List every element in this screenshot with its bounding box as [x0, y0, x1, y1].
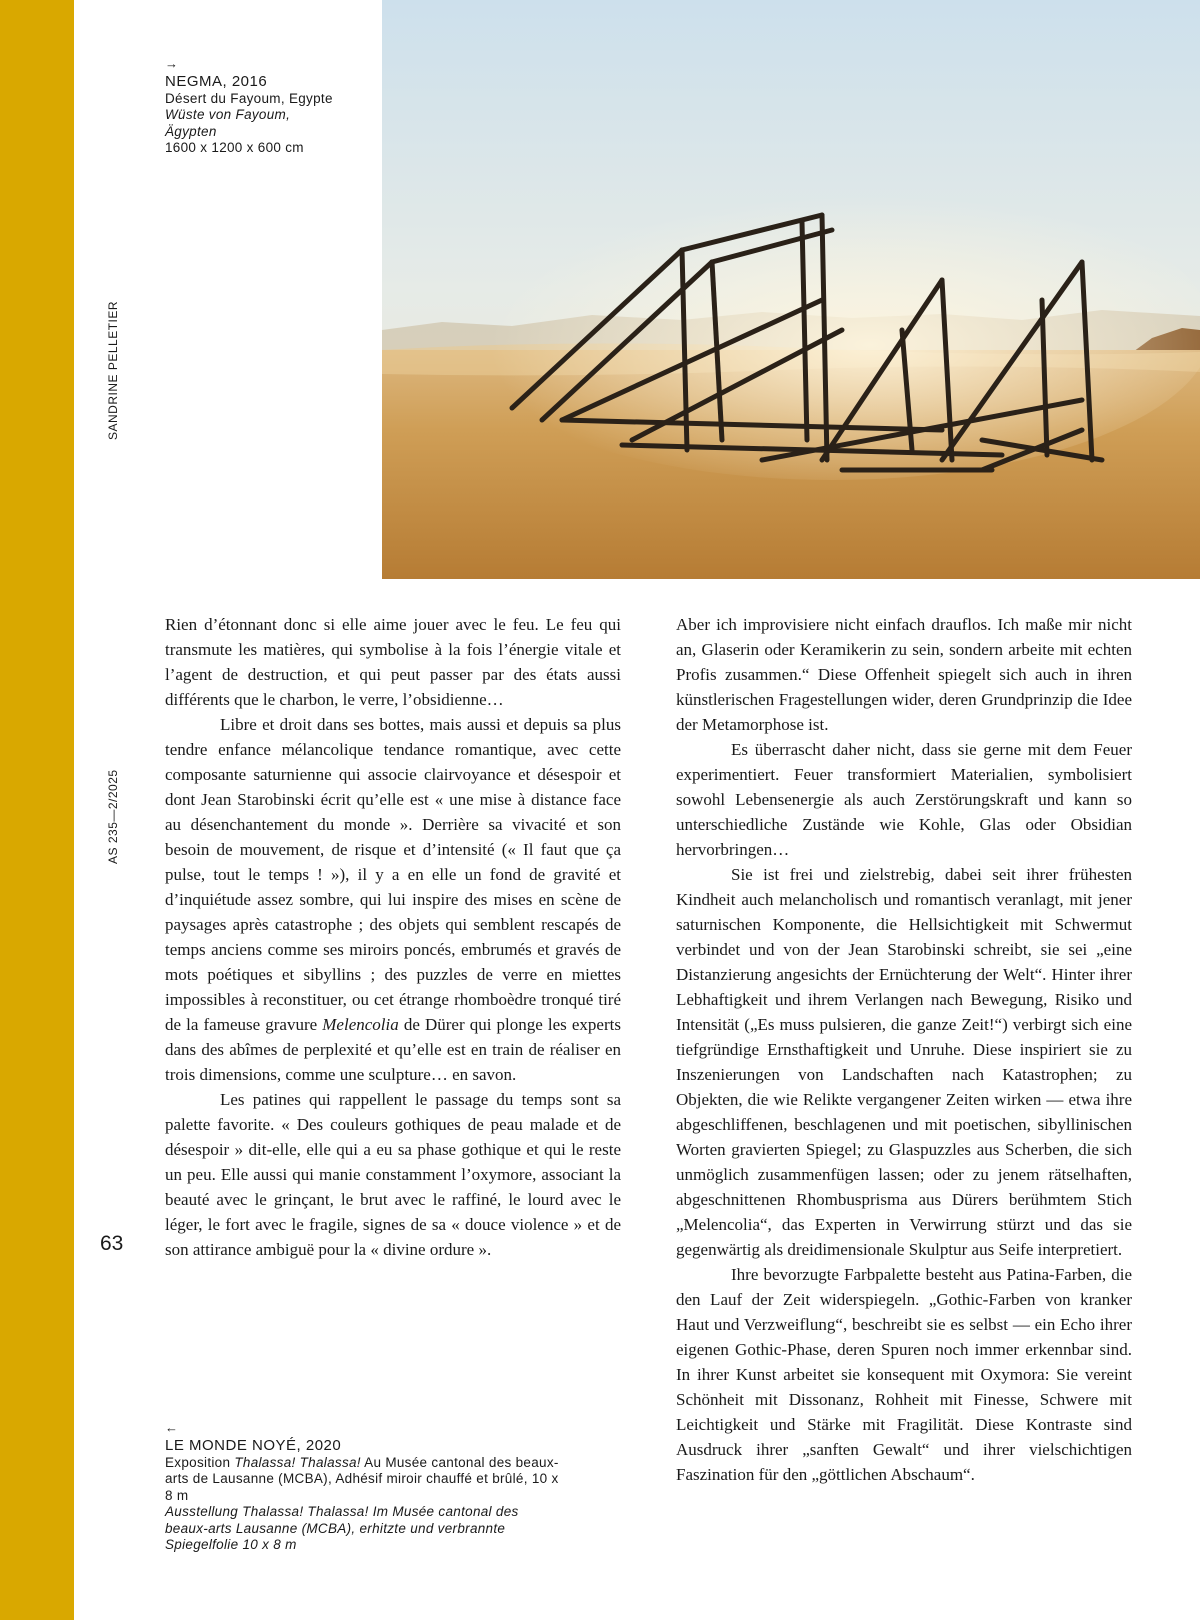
running-author-name: SANDRINE PELLETIER — [106, 300, 120, 440]
desert-installation-image — [382, 0, 1200, 579]
caption-location-fr: Désert du Fayoum, Egypte — [165, 90, 333, 106]
caption-title: LE MONDE NOYÉ, 2020 — [165, 1436, 342, 1454]
caption-french-a: Exposition — [165, 1454, 235, 1470]
photo-negma-desert — [382, 0, 1200, 579]
page-number: 63 — [100, 1232, 124, 1255]
running-issue-number: AS 235—2/2025 — [106, 769, 120, 864]
paragraph-de-1: Aber ich improvisiere nicht einfach drauflos. Ich maße mir nicht an, Glaserin oder Keramikerin zu sein, sondern arbeite mit echten Profis zusammen.“ Diese Offenheit spiegelt sich auch in ihren künstlerischen Fragestellungen wider, deren Grundprinzip die Idee der Metamorphose ist. — [676, 615, 1132, 734]
caption-dimensions: 1600 x 1200 x 600 cm — [165, 140, 304, 155]
paragraph-fr-2 — [165, 712, 621, 1087]
paragraph-de-3: Sie ist frei und zielstrebig, dabei seit ihrer frühesten Kindheit auch melancholisch und romantisch veranlagt, mit jener saturnischen Komponente, die Hellsichtigkeit mit Schwermut verbindet und von der Jean Starobinski schreibt, sie sei „eine Distanzierung angesichts der Ernüchterung der Welt“. Hinter ihrer Lebhaftigkeit und ihrem Verlangen nach Bewegung, Risiko und Intensität („Es muss pulsieren, die ganze Zeit!“) verbirgt sich eine tiefgründige Ernsthaftigkeit und Unruhe. Diese inspiriert sie zu Inszenierungen von Landschaften nach Katastrophen; zu Objekten, die wie Relikte vergangener Zeiten wirken — etwa ihre abgeschliffenen, beschlagenen und mit poetischen, sibyllinischen Worten gravierten Spiegel; zu Glaspuzzles aus Scherben, die sich unmöglich zusammenfügen lassen; oder zu jenem rätselhaften, abgeschnittenen Rhombusprisma aus Dürers berühmtem Stich „Melencolia“, das Experten in Verwirrung stürzt und das sie gegenwärtig als dreidimensionale Skulptur aus Seife interpretiert. — [676, 865, 1132, 1259]
photo-caption-le-monde-noye — [165, 1420, 565, 1554]
caption-french-c: Au Musée cantonal des beaux-arts de Lausanne (MCBA), Adhésif miroir chauffé et brûlé, 10 x 8 m — [165, 1454, 559, 1503]
paragraph-fr-1: Rien d’étonnant donc si elle aime jouer avec le feu. Le feu qui transmute les matières, qui symbolise à la fois l’énergie vitale et l’agent de destruction, et qui peut passer par des états aussi différents que le charbon, le verre, l’obsidienne… — [165, 615, 621, 709]
artwork-title-melencolia: Melencolia — [322, 1015, 399, 1034]
caption-title: NEGMA, 2016 — [165, 72, 268, 90]
yellow-margin-bar — [0, 0, 74, 1620]
paragraph-fr-2-a: Libre et droit dans ses bottes, mais aussi et depuis sa plus tendre enfance mélancolique tendance romantique, avec cette composante saturnienne qui associe clairvoyance et désespoir et dont Jean Starobinski écrit qu’elle est « une mise à distance face au désenchantement du monde ». Derrière sa vivacité et son besoin de mouvement, de risque et d’intensité (« Il faut que ça pulse, tout le temps ! »), il y a en elle un fond de gravité et d’inquiétude assez sombre, qui lui inspire des mises en scène de paysages après catastrophe ; des objets qui semblent rescapés de temps anciens comme ses miroirs poncés, embrumés et gravés de mots poétiques et sibyllins ; des puzzles de verre en miettes impossibles à reconstituer, ou cet étrange rhomboèdre tronqué tiré de la fameuse gravure — [165, 715, 621, 1034]
exhibition-title: Thalassa! Thalassa! — [234, 1454, 361, 1470]
article-column-french — [165, 612, 621, 1262]
arrow-right-icon: → — [165, 56, 179, 71]
article-column-german — [676, 612, 1132, 1487]
caption-german: Ausstellung Thalassa! Thalassa! Im Musée cantonal des beaux-arts Lausanne (MCBA), erhitzte und verbrannte Spiegelfolie 10 x 8 m — [165, 1504, 519, 1552]
paragraph-fr-3: Les patines qui rappellent le passage du temps sont sa palette favorite. « Des couleurs gothiques de peau malade et de désespoir » dit-elle, elle qui a eu sa phase gothique et qui le reste un peu. Elle aussi qui manie constamment l’oxymore, associant la beauté avec le grinçant, le brut avec le raffiné, le lourd avec le léger, le fort avec le fragile, signes de sa « douce violence » et de son attirance ambiguë pour la « divine ordure ». — [165, 1090, 621, 1259]
caption-location-de-1: Wüste von Fayoum, — [165, 107, 291, 122]
paragraph-fr-2-b: de Dürer qui plonge les experts dans des abîmes de perplexité et qu’elle est en train de réaliser en trois dimensions, comme une sculpture… en savon. — [165, 1015, 621, 1084]
caption-french — [165, 1455, 565, 1505]
paragraph-de-2: Es überrascht daher nicht, dass sie gerne mit dem Feuer experimentiert. Feuer transformiert Materialien, symbolisiert sowohl Lebensenergie als auch Zerstörungskraft und kann so unterschiedliche Zustände wie Kohle, Glas oder Obsidian hervorbringen… — [676, 740, 1132, 859]
paragraph-de-4: Ihre bevorzugte Farbpalette besteht aus Patina-Farben, die den Lauf der Zeit widerspiegeln. „Gothic-Farben von kranker Haut und Verzweiflung“, beschreibt sie es selbst — ein Echo ihrer eigenen Gothic-Phase, deren Spuren noch immer erkennbar sind. In ihrer Kunst arbeitet sie konsequent mit Oxymora: Sie vereint Schönheit mit Dissonanz, Rohheit mit Finesse, Schwere mit Leichtigkeit und Stärke mit Fragilität. Diese Kontraste sind Ausdruck ihrer „sanften Gewalt“ und ihrer vielschichtigen Faszination für den „göttlichen Abschaum“. — [676, 1265, 1132, 1484]
arrow-left-icon: ← — [165, 1420, 179, 1435]
caption-location-de-2: Ägypten — [165, 123, 217, 139]
photo-caption-negma — [165, 56, 375, 157]
